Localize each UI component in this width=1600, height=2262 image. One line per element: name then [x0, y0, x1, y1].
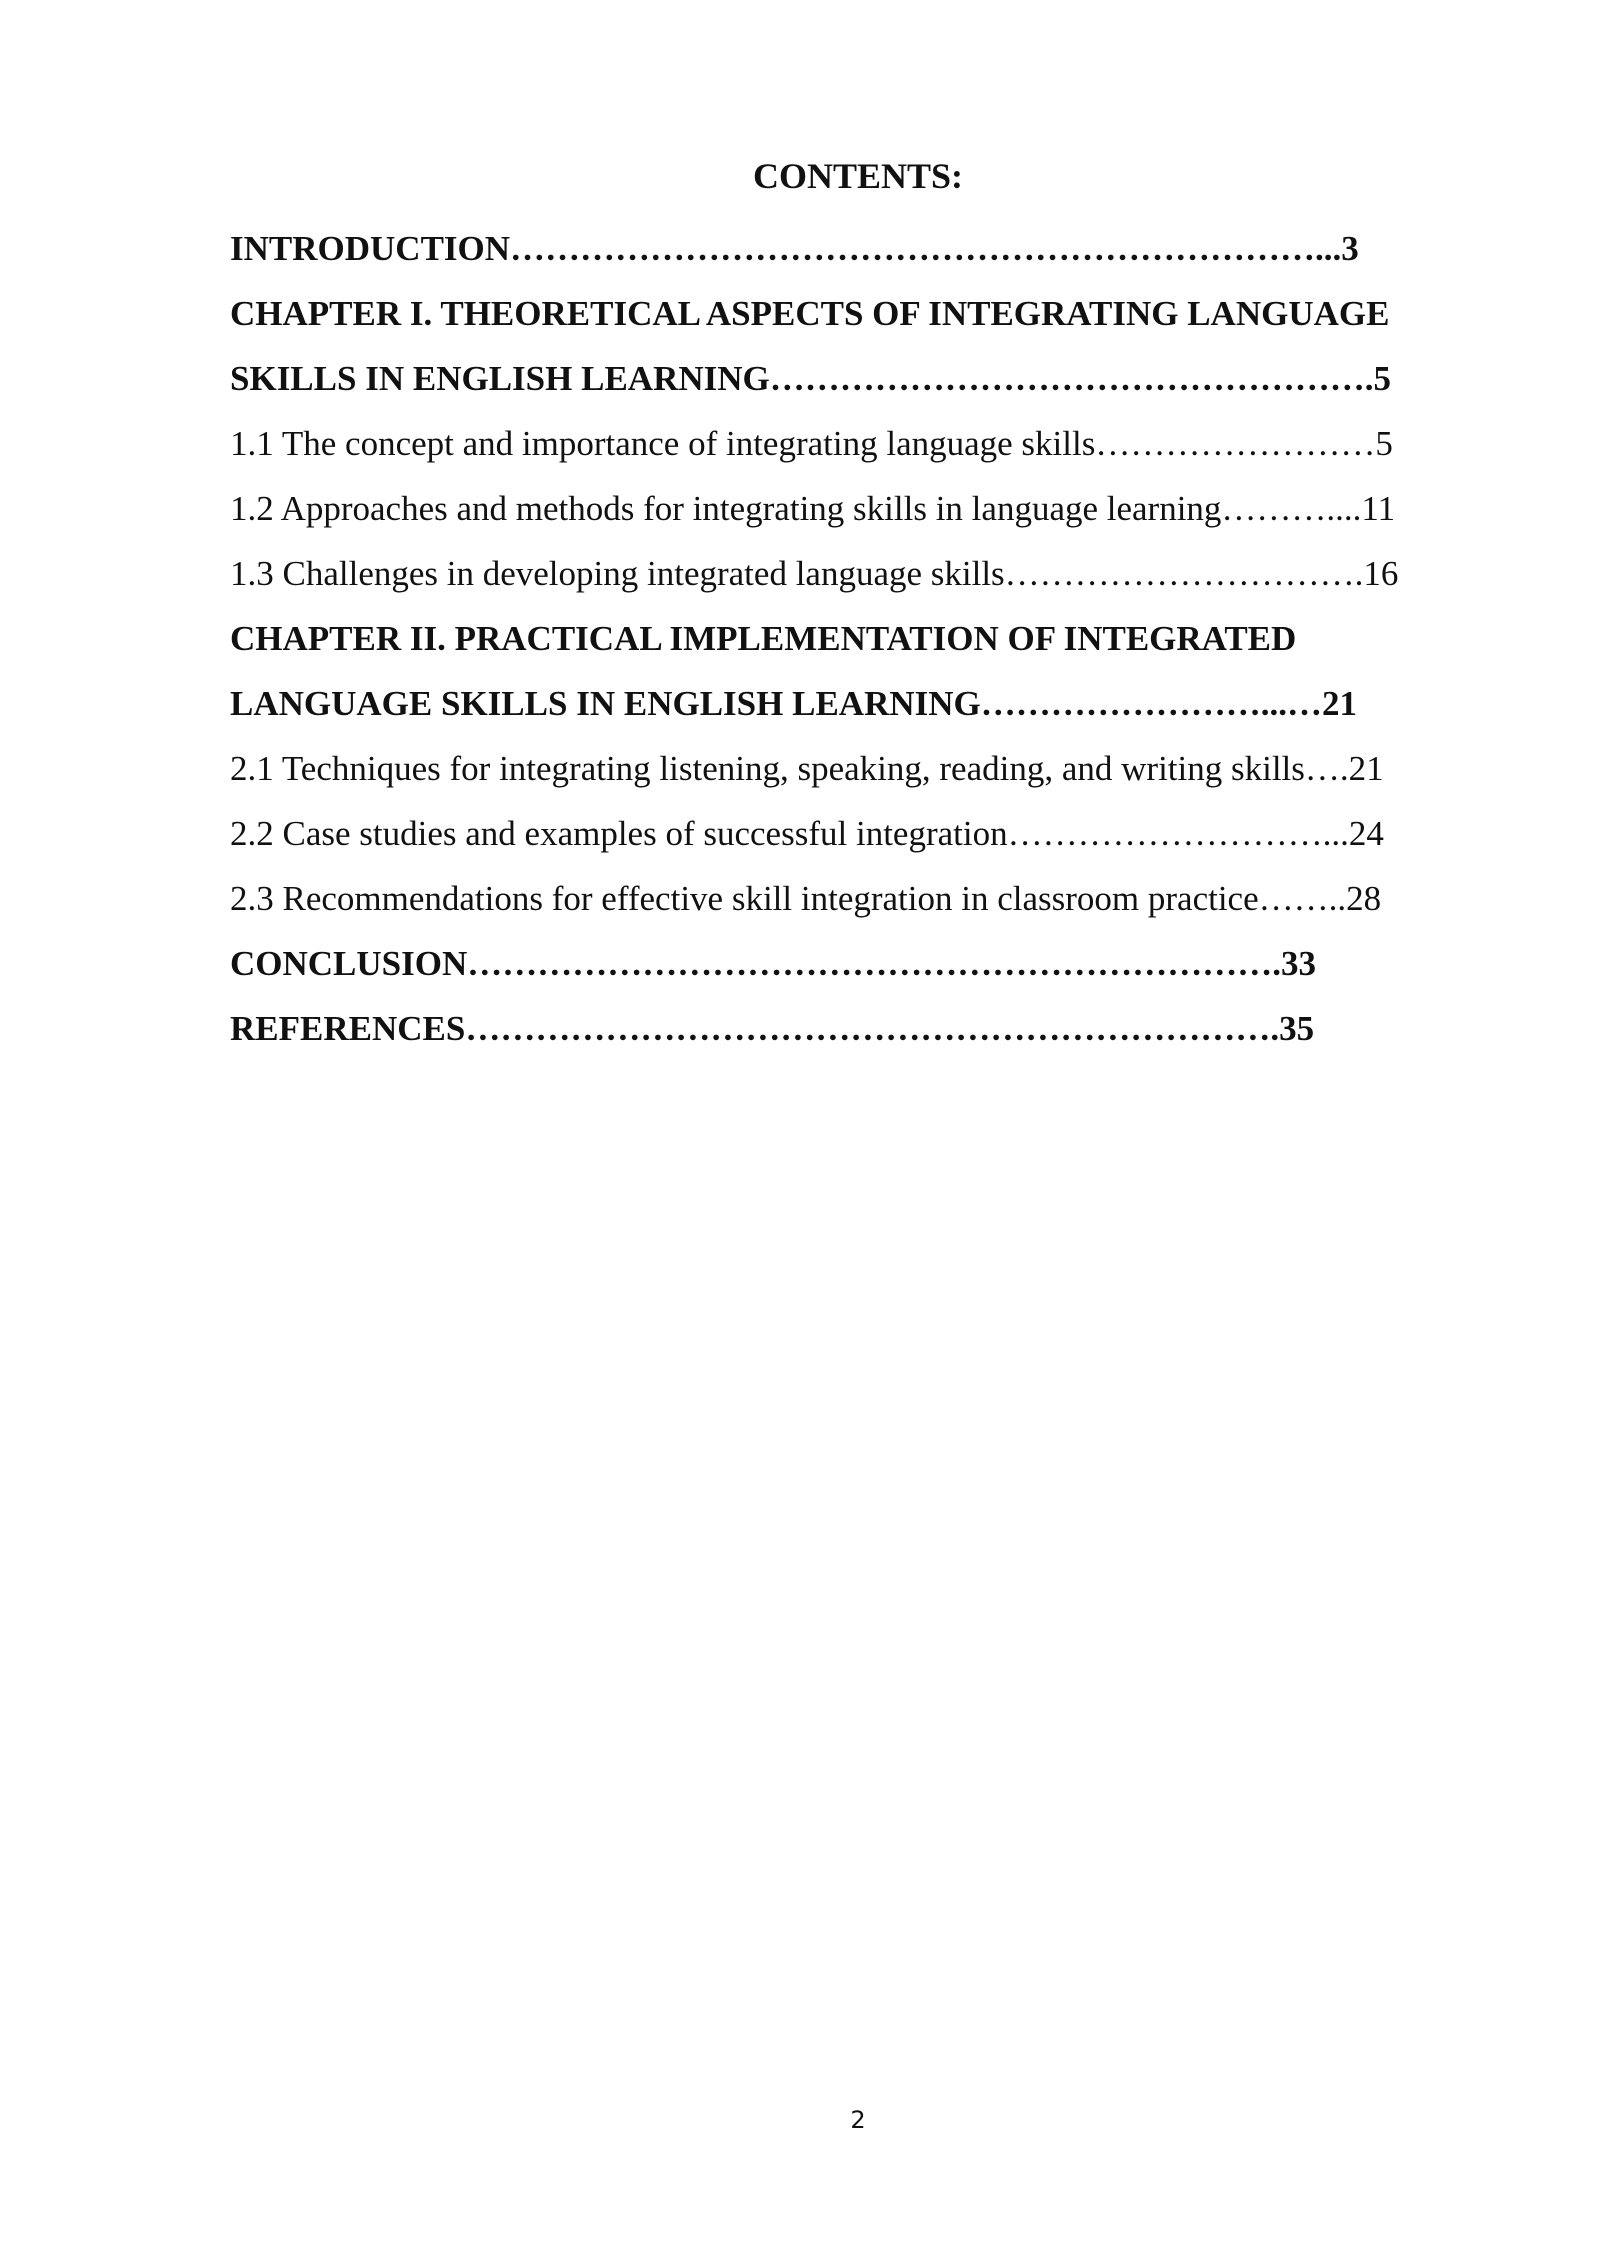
toc-entry-chapter-2-line-1: CHAPTER II. PRACTICAL IMPLEMENTATION OF INTEGRATED	[230, 619, 1297, 658]
toc-entry-chapter-2-line-2: LANGUAGE SKILLS IN ENGLISH LEARNING……………………...…21	[230, 684, 1357, 723]
toc-entry-section-2-2: 2.2 Case studies and examples of successful integration………………………...24	[230, 814, 1384, 853]
toc-entry-references: REFERENCES…………………………………………………………….35	[230, 1009, 1315, 1048]
toc-entry-section-2-1: 2.1 Techniques for integrating listening, speaking, reading, and writing skills….21	[230, 749, 1384, 788]
toc-entry-introduction: INTRODUCTION……………………………………………………………...3	[230, 229, 1359, 268]
toc-entry-chapter-1-line-1: CHAPTER I. THEORETICAL ASPECTS OF INTEGRATING LANGUAGE	[230, 294, 1390, 333]
table-of-contents	[230, 216, 1490, 1061]
toc-entry-section-1-1: 1.1 The concept and importance of integrating language skills……………………5	[230, 424, 1393, 463]
toc-entry-section-1-3: 1.3 Challenges in developing integrated language skills………………………….16	[230, 554, 1399, 593]
toc-entry-chapter-1-line-2: SKILLS IN ENGLISH LEARNING…………………………………………….5	[230, 359, 1391, 398]
toc-entry-conclusion: CONCLUSION…………………………………………………………….33	[230, 944, 1317, 983]
toc-entry-section-1-2: 1.2 Approaches and methods for integrating skills in language learning………....11	[230, 489, 1396, 528]
contents-heading: CONTENTS:	[752, 156, 964, 196]
toc-entry-section-2-3: 2.3 Recommendations for effective skill integration in classroom practice……..28	[230, 879, 1382, 918]
page-number: 2	[850, 2106, 866, 2134]
